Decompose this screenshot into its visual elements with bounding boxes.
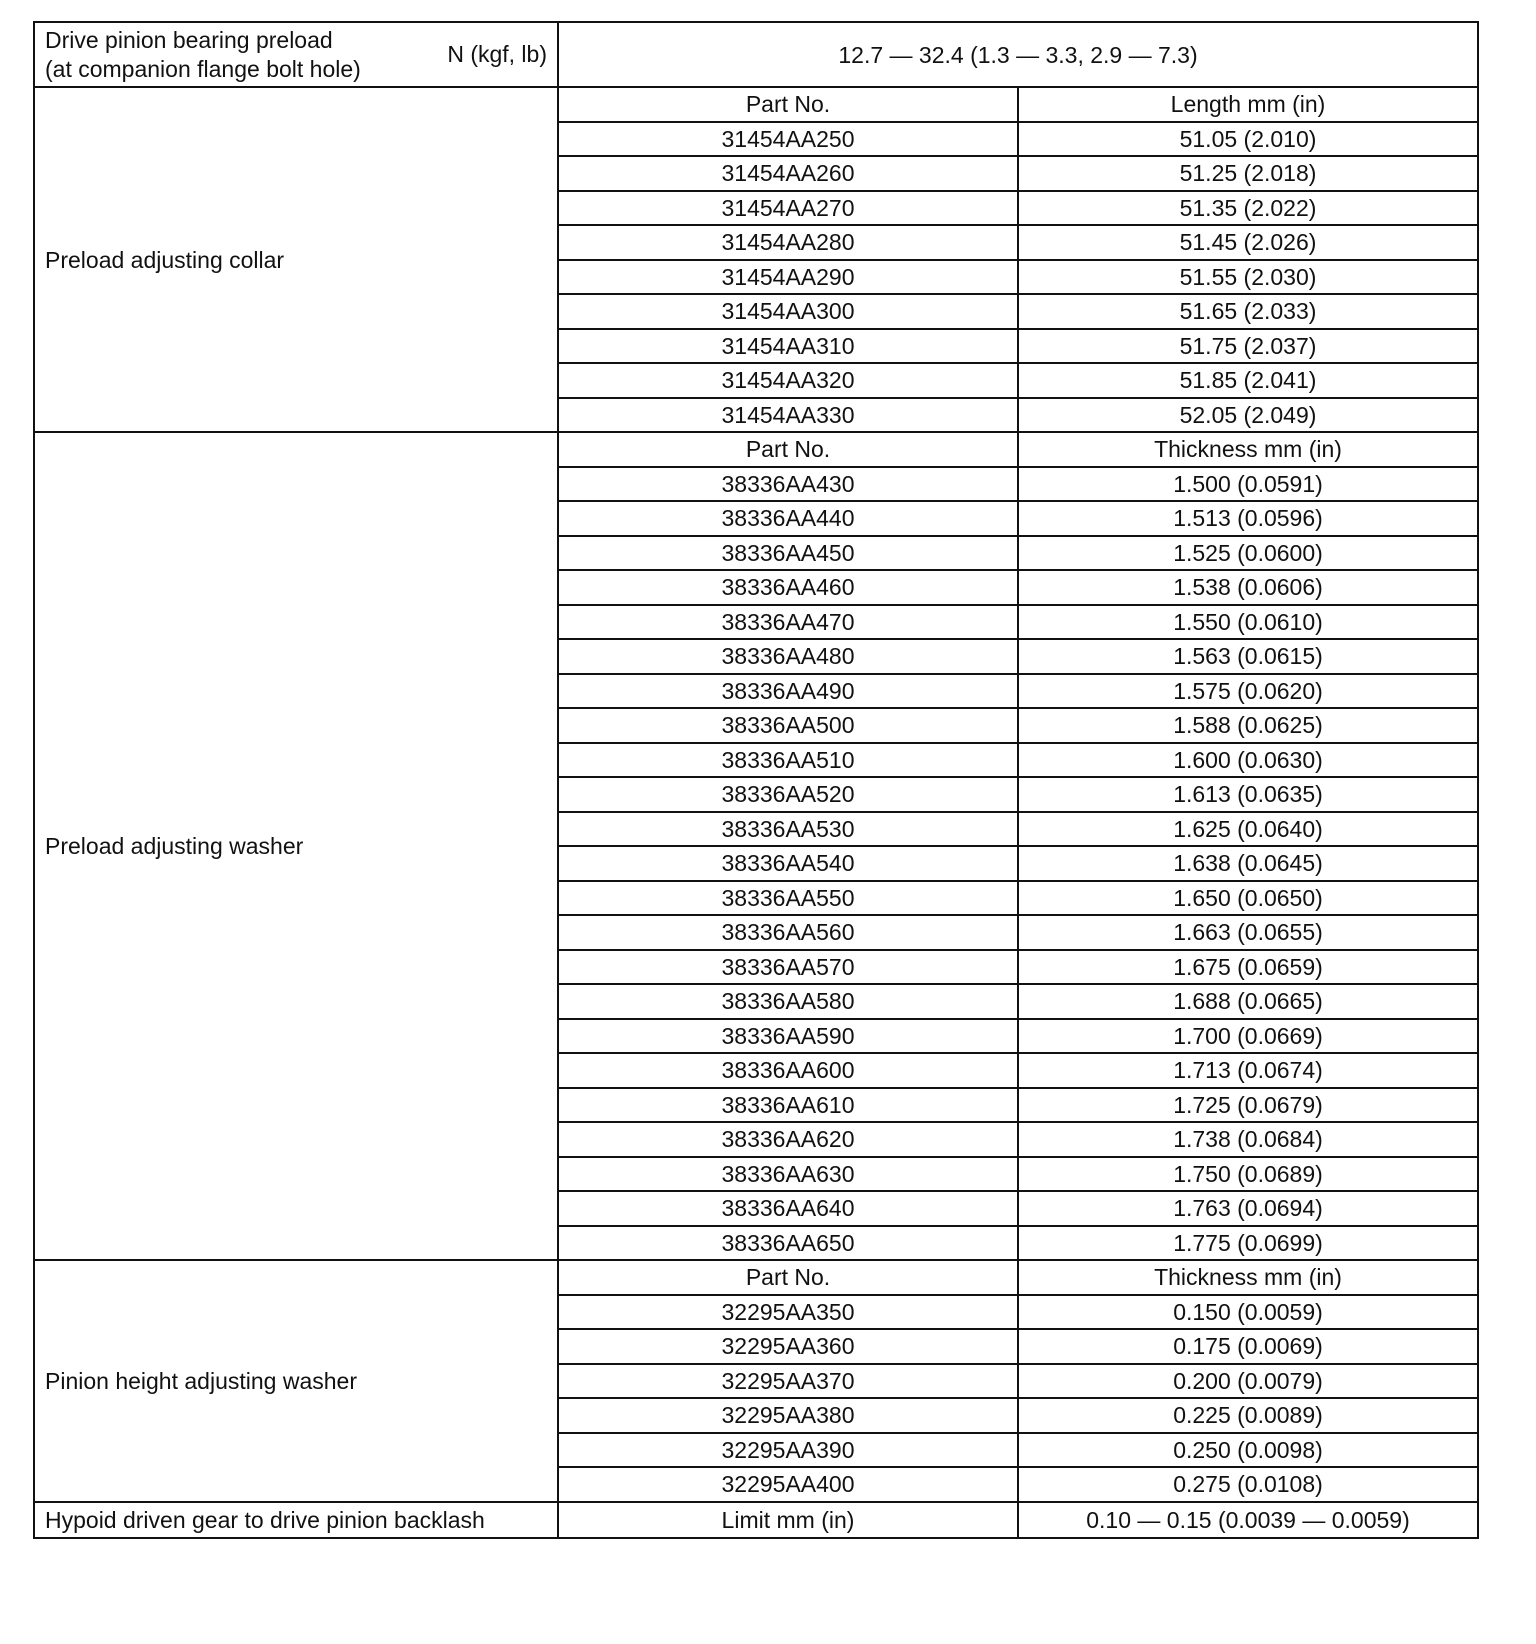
dimension-cell: 51.85 (2.041) (1018, 363, 1478, 398)
part-number-cell: 31454AA300 (558, 294, 1018, 329)
dimension-cell: 1.763 (0.0694) (1018, 1191, 1478, 1226)
dimension-cell: 1.738 (0.0684) (1018, 1122, 1478, 1157)
backlash-unit: Limit mm (in) (558, 1502, 1018, 1538)
part-number-cell: 38336AA610 (558, 1088, 1018, 1123)
part-number-cell: 32295AA360 (558, 1329, 1018, 1364)
dimension-cell: 1.625 (0.0640) (1018, 812, 1478, 847)
dimension-cell: 1.725 (0.0679) (1018, 1088, 1478, 1123)
dimension-cell: 0.200 (0.0079) (1018, 1364, 1478, 1399)
pinion-height-col-part-header: Part No. (558, 1260, 1018, 1295)
part-number-cell: 31454AA250 (558, 122, 1018, 157)
part-number-cell: 32295AA370 (558, 1364, 1018, 1399)
dimension-cell: 1.525 (0.0600) (1018, 536, 1478, 571)
dimension-cell: 0.275 (0.0108) (1018, 1467, 1478, 1502)
washer-col-value-header: Thickness mm (in) (1018, 432, 1478, 467)
dimension-cell: 1.550 (0.0610) (1018, 605, 1478, 640)
part-number-cell: 38336AA490 (558, 674, 1018, 709)
dimension-cell: 51.55 (2.030) (1018, 260, 1478, 295)
backlash-label: Hypoid driven gear to drive pinion backlash (34, 1502, 558, 1538)
dimension-cell: 51.45 (2.026) (1018, 225, 1478, 260)
part-number-cell: 32295AA390 (558, 1433, 1018, 1468)
pinion-height-header-row (34, 1260, 1478, 1295)
part-number-cell: 31454AA280 (558, 225, 1018, 260)
dimension-cell: 1.750 (0.0689) (1018, 1157, 1478, 1192)
dimension-cell: 1.638 (0.0645) (1018, 846, 1478, 881)
dimension-cell: 51.25 (2.018) (1018, 156, 1478, 191)
dimension-cell: 1.538 (0.0606) (1018, 570, 1478, 605)
dimension-cell: 51.65 (2.033) (1018, 294, 1478, 329)
dimension-cell: 1.650 (0.0650) (1018, 881, 1478, 916)
part-number-cell: 38336AA500 (558, 708, 1018, 743)
part-number-cell: 38336AA470 (558, 605, 1018, 640)
part-number-cell: 31454AA260 (558, 156, 1018, 191)
preload-row (34, 22, 1478, 87)
dimension-cell: 1.663 (0.0655) (1018, 915, 1478, 950)
spec-table (33, 21, 1479, 1539)
part-number-cell: 32295AA350 (558, 1295, 1018, 1330)
dimension-cell: 1.588 (0.0625) (1018, 708, 1478, 743)
part-number-cell: 38336AA650 (558, 1226, 1018, 1261)
part-number-cell: 31454AA320 (558, 363, 1018, 398)
dimension-cell: 1.575 (0.0620) (1018, 674, 1478, 709)
part-number-cell: 31454AA330 (558, 398, 1018, 433)
part-number-cell: 38336AA520 (558, 777, 1018, 812)
preload-label-cell (34, 22, 558, 87)
dimension-cell: 1.775 (0.0699) (1018, 1226, 1478, 1261)
preload-label-line2: (at companion flange bolt hole) (45, 55, 361, 82)
dimension-cell: 1.675 (0.0659) (1018, 950, 1478, 985)
washer-label: Preload adjusting washer (34, 432, 558, 1260)
dimension-cell: 1.563 (0.0615) (1018, 639, 1478, 674)
part-number-cell: 38336AA630 (558, 1157, 1018, 1192)
part-number-cell: 38336AA620 (558, 1122, 1018, 1157)
part-number-cell: 38336AA480 (558, 639, 1018, 674)
dimension-cell: 51.75 (2.037) (1018, 329, 1478, 364)
dimension-cell: 51.05 (2.010) (1018, 122, 1478, 157)
part-number-cell: 31454AA270 (558, 191, 1018, 226)
part-number-cell: 38336AA570 (558, 950, 1018, 985)
collar-col-value-header: Length mm (in) (1018, 87, 1478, 122)
washer-col-part-header: Part No. (558, 432, 1018, 467)
part-number-cell: 38336AA550 (558, 881, 1018, 916)
part-number-cell: 38336AA530 (558, 812, 1018, 847)
collar-header-row (34, 87, 1478, 122)
part-number-cell: 38336AA450 (558, 536, 1018, 571)
dimension-cell: 52.05 (2.049) (1018, 398, 1478, 433)
dimension-cell: 51.35 (2.022) (1018, 191, 1478, 226)
dimension-cell: 1.513 (0.0596) (1018, 501, 1478, 536)
part-number-cell: 38336AA430 (558, 467, 1018, 502)
backlash-value: 0.10 — 0.15 (0.0039 — 0.0059) (1018, 1502, 1478, 1538)
preload-label-line1: Drive pinion bearing preload (45, 26, 333, 53)
preload-value: 12.7 — 32.4 (1.3 — 3.3, 2.9 — 7.3) (558, 22, 1478, 87)
dimension-cell: 1.713 (0.0674) (1018, 1053, 1478, 1088)
dimension-cell: 0.250 (0.0098) (1018, 1433, 1478, 1468)
dimension-cell: 0.150 (0.0059) (1018, 1295, 1478, 1330)
part-number-cell: 38336AA580 (558, 984, 1018, 1019)
dimension-cell: 0.175 (0.0069) (1018, 1329, 1478, 1364)
pinion-height-label: Pinion height adjusting washer (34, 1260, 558, 1502)
dimension-cell: 1.613 (0.0635) (1018, 777, 1478, 812)
part-number-cell: 38336AA540 (558, 846, 1018, 881)
dimension-cell: 1.688 (0.0665) (1018, 984, 1478, 1019)
backlash-row (34, 1502, 1478, 1538)
dimension-cell: 1.600 (0.0630) (1018, 743, 1478, 778)
preload-unit: N (kgf, lb) (447, 41, 547, 67)
part-number-cell: 38336AA640 (558, 1191, 1018, 1226)
dimension-cell: 1.500 (0.0591) (1018, 467, 1478, 502)
part-number-cell: 38336AA590 (558, 1019, 1018, 1054)
dimension-cell: 0.225 (0.0089) (1018, 1398, 1478, 1433)
part-number-cell: 38336AA560 (558, 915, 1018, 950)
dimension-cell: 1.700 (0.0669) (1018, 1019, 1478, 1054)
washer-header-row (34, 432, 1478, 467)
part-number-cell: 38336AA460 (558, 570, 1018, 605)
part-number-cell: 31454AA290 (558, 260, 1018, 295)
part-number-cell: 32295AA400 (558, 1467, 1018, 1502)
part-number-cell: 38336AA440 (558, 501, 1018, 536)
part-number-cell: 31454AA310 (558, 329, 1018, 364)
pinion-height-col-value-header: Thickness mm (in) (1018, 1260, 1478, 1295)
part-number-cell: 38336AA600 (558, 1053, 1018, 1088)
part-number-cell: 38336AA510 (558, 743, 1018, 778)
part-number-cell: 32295AA380 (558, 1398, 1018, 1433)
collar-label: Preload adjusting collar (34, 87, 558, 432)
collar-col-part-header: Part No. (558, 87, 1018, 122)
